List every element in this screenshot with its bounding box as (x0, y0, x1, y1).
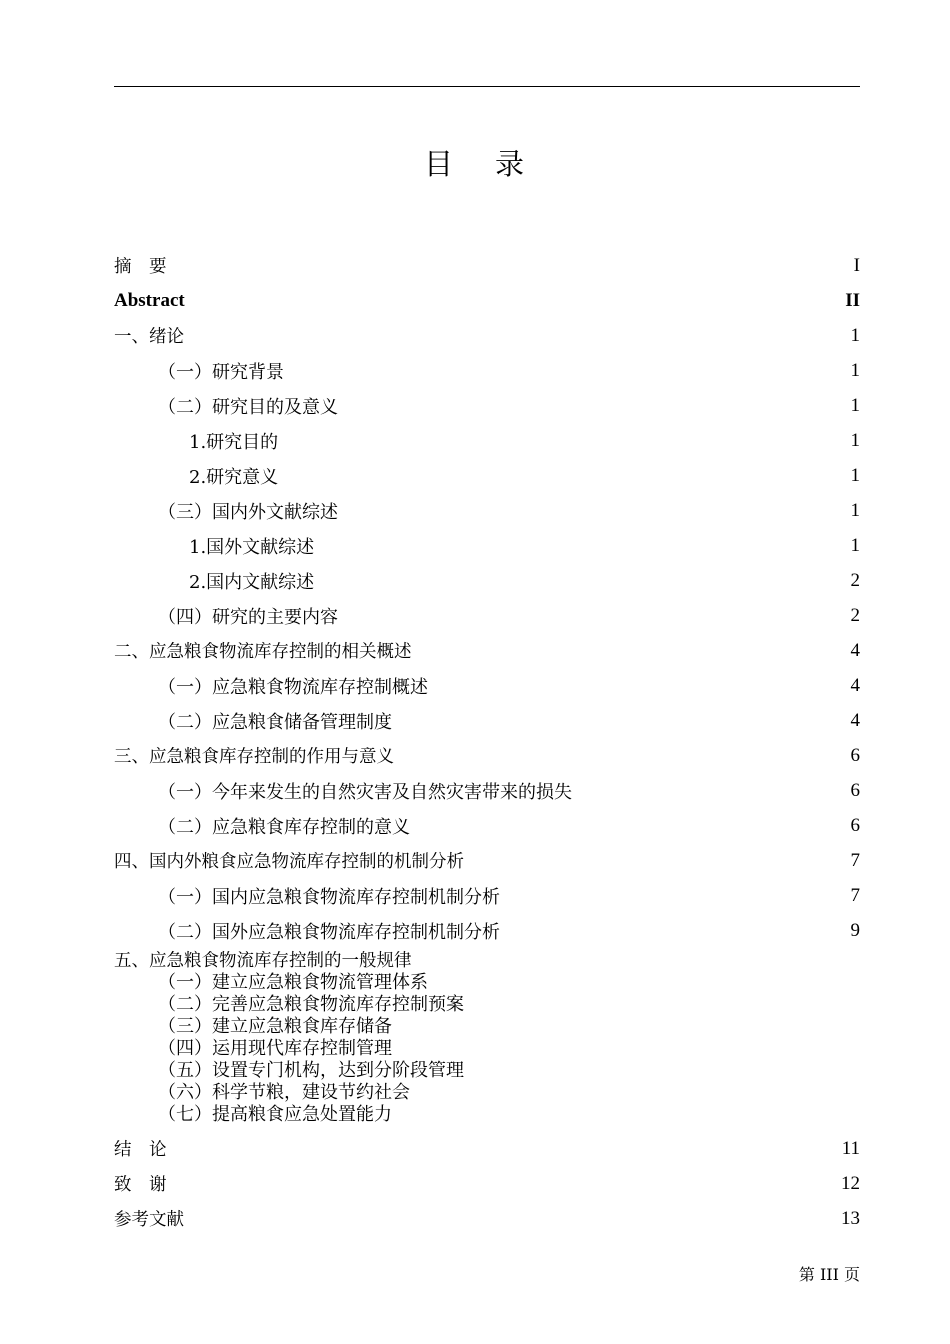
toc-entry-abstract-en[interactable] (114, 283, 860, 318)
toc-label: （一）国内应急粮食物流库存控制机制分析 (158, 886, 500, 908)
toc-label: （二）研究目的及意义 (158, 396, 338, 418)
toc-page: 2 (850, 604, 860, 626)
toc-entry-section[interactable] (114, 353, 860, 388)
toc-label: 1.国外文献综述 (189, 536, 315, 558)
toc-label: 1.研究目的 (189, 431, 279, 453)
toc-entry-section[interactable] (114, 598, 860, 633)
toc-page: 13 (841, 1207, 860, 1229)
title-char-2: 录 (495, 147, 527, 181)
toc-entry-chapter-1[interactable] (114, 318, 860, 353)
toc-entry-section[interactable] (114, 1102, 860, 1124)
toc-label: 五、应急粮食物流库存控制的一般规律 (114, 950, 412, 971)
toc-page: 12 (841, 1172, 860, 1194)
toc-page: 4 (850, 674, 860, 696)
toc-label: （五）设置专门机构，达到分阶段管理 (158, 1060, 464, 1081)
toc-page: II (845, 289, 860, 311)
toc-entry-chapter-2[interactable] (114, 633, 860, 668)
toc-label: （一）今年来发生的自然灾害及自然灾害带来的损失 (158, 781, 572, 803)
toc-label: 参考文献 (114, 1210, 184, 1230)
page-number-footer: 第 III 页 (798, 1265, 860, 1284)
toc-entry-section[interactable] (114, 1058, 860, 1080)
toc-label: （一）应急粮食物流库存控制概述 (158, 676, 428, 698)
toc-entry-section[interactable] (114, 1080, 860, 1102)
toc-entry-conclusion[interactable] (114, 1131, 860, 1166)
toc-entry-section[interactable] (114, 992, 860, 1014)
toc-label: （一）研究背景 (158, 361, 284, 383)
toc-label: 结 论 (114, 1140, 167, 1160)
toc-entry-references[interactable] (114, 1201, 860, 1236)
toc-entry-acknowledgements[interactable] (114, 1166, 860, 1201)
toc-entry-section[interactable] (114, 970, 860, 992)
toc-page: 1 (850, 359, 860, 381)
toc-label: （二）应急粮食储备管理制度 (158, 711, 392, 733)
toc-label: 四、国内外粮食应急物流库存控制的机制分析 (114, 852, 464, 872)
toc-label: （四）运用现代库存控制管理 (158, 1038, 392, 1059)
toc-page: 6 (850, 744, 860, 766)
toc-label: （二）完善应急粮食物流库存控制预案 (158, 994, 464, 1015)
toc-entry-subsection[interactable] (114, 423, 860, 458)
toc-page: 6 (850, 814, 860, 836)
toc-entry-subsection[interactable] (114, 563, 860, 598)
toc-page: I (853, 254, 860, 276)
toc-label: （七）提高粮食应急处置能力 (158, 1104, 392, 1125)
toc-entry-subsection[interactable] (114, 528, 860, 563)
toc-page: 11 (841, 1137, 860, 1159)
toc-page: 1 (850, 534, 860, 556)
toc-label: 2.研究意义 (189, 466, 279, 488)
toc-page: 4 (850, 639, 860, 661)
toc-label: （三）建立应急粮食库存储备 (158, 1016, 392, 1037)
header-rule (114, 86, 860, 87)
toc-entry-section[interactable] (114, 703, 860, 738)
toc-entry-section[interactable] (114, 1014, 860, 1036)
toc-page: 1 (850, 324, 860, 346)
toc-label: （三）国内外文献综述 (158, 501, 338, 523)
toc-label: 摘 要 (114, 257, 167, 277)
table-of-contents (114, 248, 860, 1236)
toc-label: （六）科学节粮，建设节约社会 (158, 1082, 410, 1103)
toc-label: （二）国外应急粮食物流库存控制机制分析 (158, 921, 500, 943)
toc-label: 致 谢 (114, 1175, 167, 1195)
toc-page: 9 (850, 919, 860, 941)
toc-label: （二）应急粮食库存控制的意义 (158, 816, 410, 838)
toc-entry-section[interactable] (114, 878, 860, 913)
toc-entry-section[interactable] (114, 388, 860, 423)
toc-entry-chapter-4[interactable] (114, 843, 860, 878)
toc-entry-chapter-5[interactable] (114, 948, 860, 970)
toc-entry-subsection[interactable] (114, 458, 860, 493)
toc-label: 二、应急粮食物流库存控制的相关概述 (114, 642, 412, 662)
toc-page: 6 (850, 779, 860, 801)
toc-entry-chapter-3[interactable] (114, 738, 860, 773)
toc-label: 2.国内文献综述 (189, 571, 315, 593)
toc-page: 1 (850, 499, 860, 521)
toc-label: （一）建立应急粮食物流管理体系 (158, 972, 428, 993)
toc-label: Abstract (114, 289, 185, 311)
toc-page: 1 (850, 464, 860, 486)
toc-page: 7 (850, 849, 860, 871)
toc-label: 三、应急粮食库存控制的作用与意义 (114, 747, 394, 767)
toc-label: 一、绪论 (114, 327, 184, 347)
toc-entry-section[interactable] (114, 668, 860, 703)
page-title (0, 142, 950, 183)
toc-page: 1 (850, 429, 860, 451)
toc-entry-section[interactable] (114, 808, 860, 843)
toc-entry-section[interactable] (114, 493, 860, 528)
toc-label: （四）研究的主要内容 (158, 606, 338, 628)
title-char-1: 目 (423, 147, 455, 181)
toc-entry-section[interactable] (114, 773, 860, 808)
toc-page: 2 (850, 569, 860, 591)
toc-entry-abstract-cn[interactable] (114, 248, 860, 283)
toc-page: 7 (850, 884, 860, 906)
toc-page: 1 (850, 394, 860, 416)
toc-entry-section[interactable] (114, 913, 860, 948)
toc-entry-section[interactable] (114, 1036, 860, 1058)
toc-page: 4 (850, 709, 860, 731)
